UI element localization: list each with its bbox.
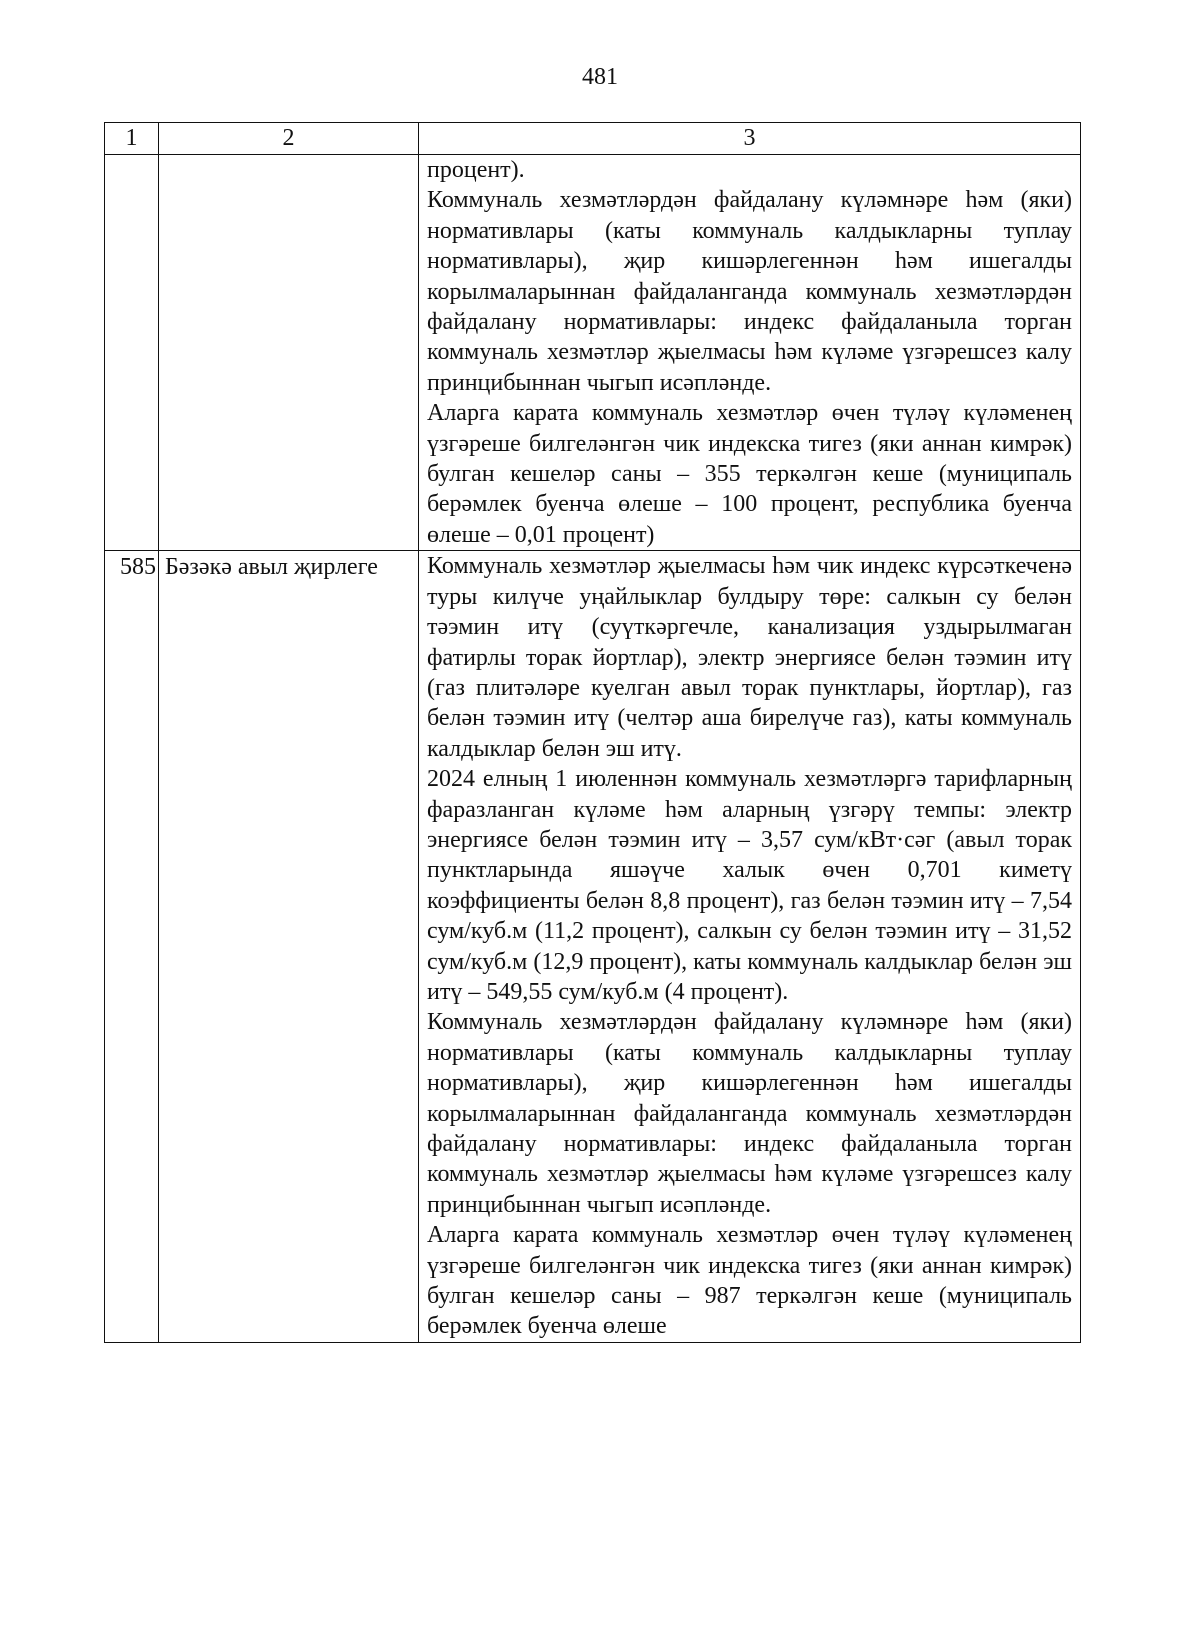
settlement-name: Бәзәкә авыл җирлеге <box>159 551 419 1343</box>
table-row <box>105 551 1081 1343</box>
page-number: 481 <box>582 64 618 90</box>
paragraph: 2024 елның 1 июленнән коммуналь хезмәтләргә тарифларның фаразланган күләме һәм аларның үзгәрү темпы: электр энергиясе белән тәэмин итү – 3,57 сум/кВт·сәг (авыл торак пунктларында яшәүче халык өчен 0,701 киметү коэффициенты белән 8,8 процент), газ белән тәэмин итү – 7,54 сум/куб.м (11,2 процент), салкын су белән тәэмин итү – 31,52 сум/куб.м (12,9 процент), каты коммуналь калдыклар белән эш итү – 549,55 сум/куб.м (4 процент). <box>427 766 1072 1005</box>
paragraph: Коммуналь хезмәтләр җыелмасы һәм чик индекс күрсәткеченә туры килүче уңайлыклар булдыру төре: салкын су белән тәэмин итү (суүткәргечле, канализация уздырылмаган фатирлы торак йортлар), электр энергиясе белән тәэмин итү (газ плитәләре куелган авыл торак пунктлары, йортлар), газ белән тәэмин итү (челтәр аша бирелүче газ), каты коммуналь калдыклар белән эш итү. <box>427 553 1072 762</box>
paragraph: Аларга карата коммуналь хезмәтләр өчен түләү күләменең үзгәреше билгеләнгән чик индекска тигез (яки аннан кимрәк) булган кешеләр саны – 355 теркәлгән кеше (муниципаль берәмлек буенча өлеше – 100 процент, республика буенча өлеше – 0,01 процент) <box>427 400 1072 548</box>
paragraph: Коммуналь хезмәтләрдән файдалану күләмнәре һәм (яки) нормативлары (каты коммуналь калдыкларны туплау нормативлары), җир кишәрлегеннән һәм ишегалды корылмаларыннан файдаланганда коммуналь хезмәтләрдән файдалану нормативлары: индекс файдаланыла торган коммуналь хезмәтләр җыелмасы һәм күләме үзгәрешсез калу принцибыннан чыгып исәпләнде. <box>427 1009 1072 1218</box>
table-header-row <box>105 123 1081 155</box>
paragraph: Аларга карата коммуналь хезмәтләр өчен түләү күләменең үзгәреше билгеләнгән чик индекска тигез (яки аннан кимрәк) булган кешеләр саны – 987 теркәлгән кеше (муниципаль берәмлек буенча өлеше <box>427 1222 1072 1340</box>
table-row <box>105 155 1081 551</box>
settlement-name <box>159 155 419 551</box>
paragraph: Коммуналь хезмәтләрдән файдалану күләмнәре һәм (яки) нормативлары (каты коммуналь калдыкларны туплау нормативлары), җир кишәрлегеннән һәм ишегалды корылмаларыннан файдаланганда коммуналь хезмәтләрдән файдалану нормативлары: индекс файдаланыла торган коммуналь хезмәтләр җыелмасы һәм күләме үзгәрешсез калу принцибыннан чыгып исәпләнде. <box>427 187 1072 396</box>
row-number: 585 <box>105 551 159 1343</box>
description-cell <box>419 155 1081 551</box>
column-header-2: 2 <box>159 123 419 155</box>
description-cell <box>419 551 1081 1343</box>
column-header-3: 3 <box>419 123 1081 155</box>
settlement-table <box>104 122 1081 1343</box>
paragraph: процент). <box>427 157 525 183</box>
column-header-1: 1 <box>105 123 159 155</box>
row-number <box>105 155 159 551</box>
